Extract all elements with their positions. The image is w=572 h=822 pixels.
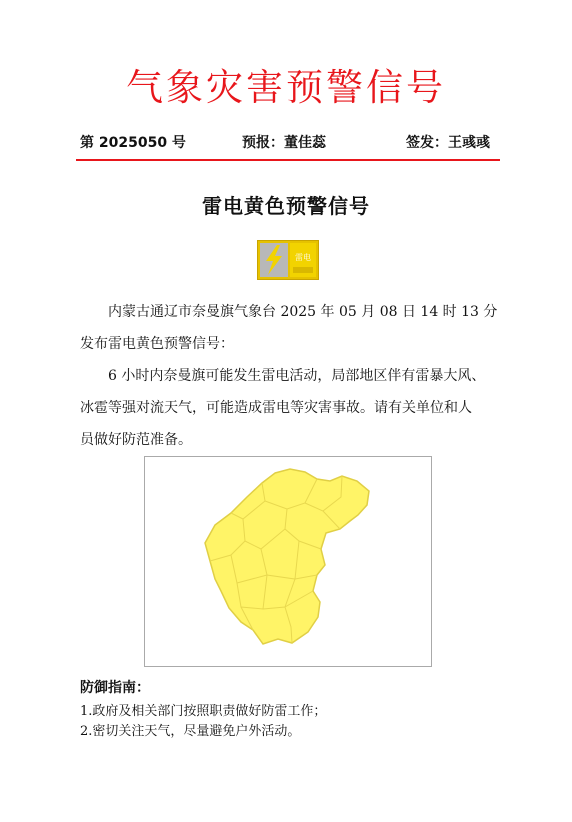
lightning-yellow-warning-icon: [257, 240, 319, 280]
warning-title: 雷电黄色预警信号: [202, 194, 370, 218]
guide-item-2: 2.密切关注天气，尽量避免户外活动。: [80, 724, 301, 739]
county-map: [145, 457, 431, 666]
guide-heading: 防御指南：: [80, 680, 150, 696]
paragraph-issuance-line1: 内蒙古通辽市奈曼旗气象台 2025 年 05 月 08 日 14 时 13 分: [108, 304, 498, 320]
paragraph-forecast: [80, 360, 500, 456]
paragraph-issuance-line2: 发布雷电黄色预警信号：: [80, 336, 234, 352]
paragraph-issuance: [80, 296, 500, 360]
forecaster: 预报：董佳蕊: [242, 135, 326, 151]
masthead-title: 气象灾害预警信号: [126, 66, 446, 109]
signer: 签发：王彧彧: [406, 135, 490, 151]
county-outline: [205, 469, 369, 644]
paragraph-forecast-line1: 6 小时内奈曼旗可能发生雷电活动，局部地区伴有雷暴大风、: [108, 368, 486, 384]
issue-number: 第 2025050 号: [80, 135, 186, 151]
guide-item-1: 1.政府及相关部门按照职责做好防雷工作；: [80, 704, 327, 719]
signal-caption-bar: [293, 267, 313, 273]
paragraph-forecast-line3: 员做好防范准备。: [80, 432, 192, 448]
header-divider: [76, 159, 500, 161]
signal-panel-label: 雷电: [295, 253, 311, 262]
warning-area-map: [144, 456, 432, 667]
paragraph-forecast-line2: 冰雹等强对流天气，可能造成雷电等灾害事故。请有关单位和人: [80, 400, 472, 416]
